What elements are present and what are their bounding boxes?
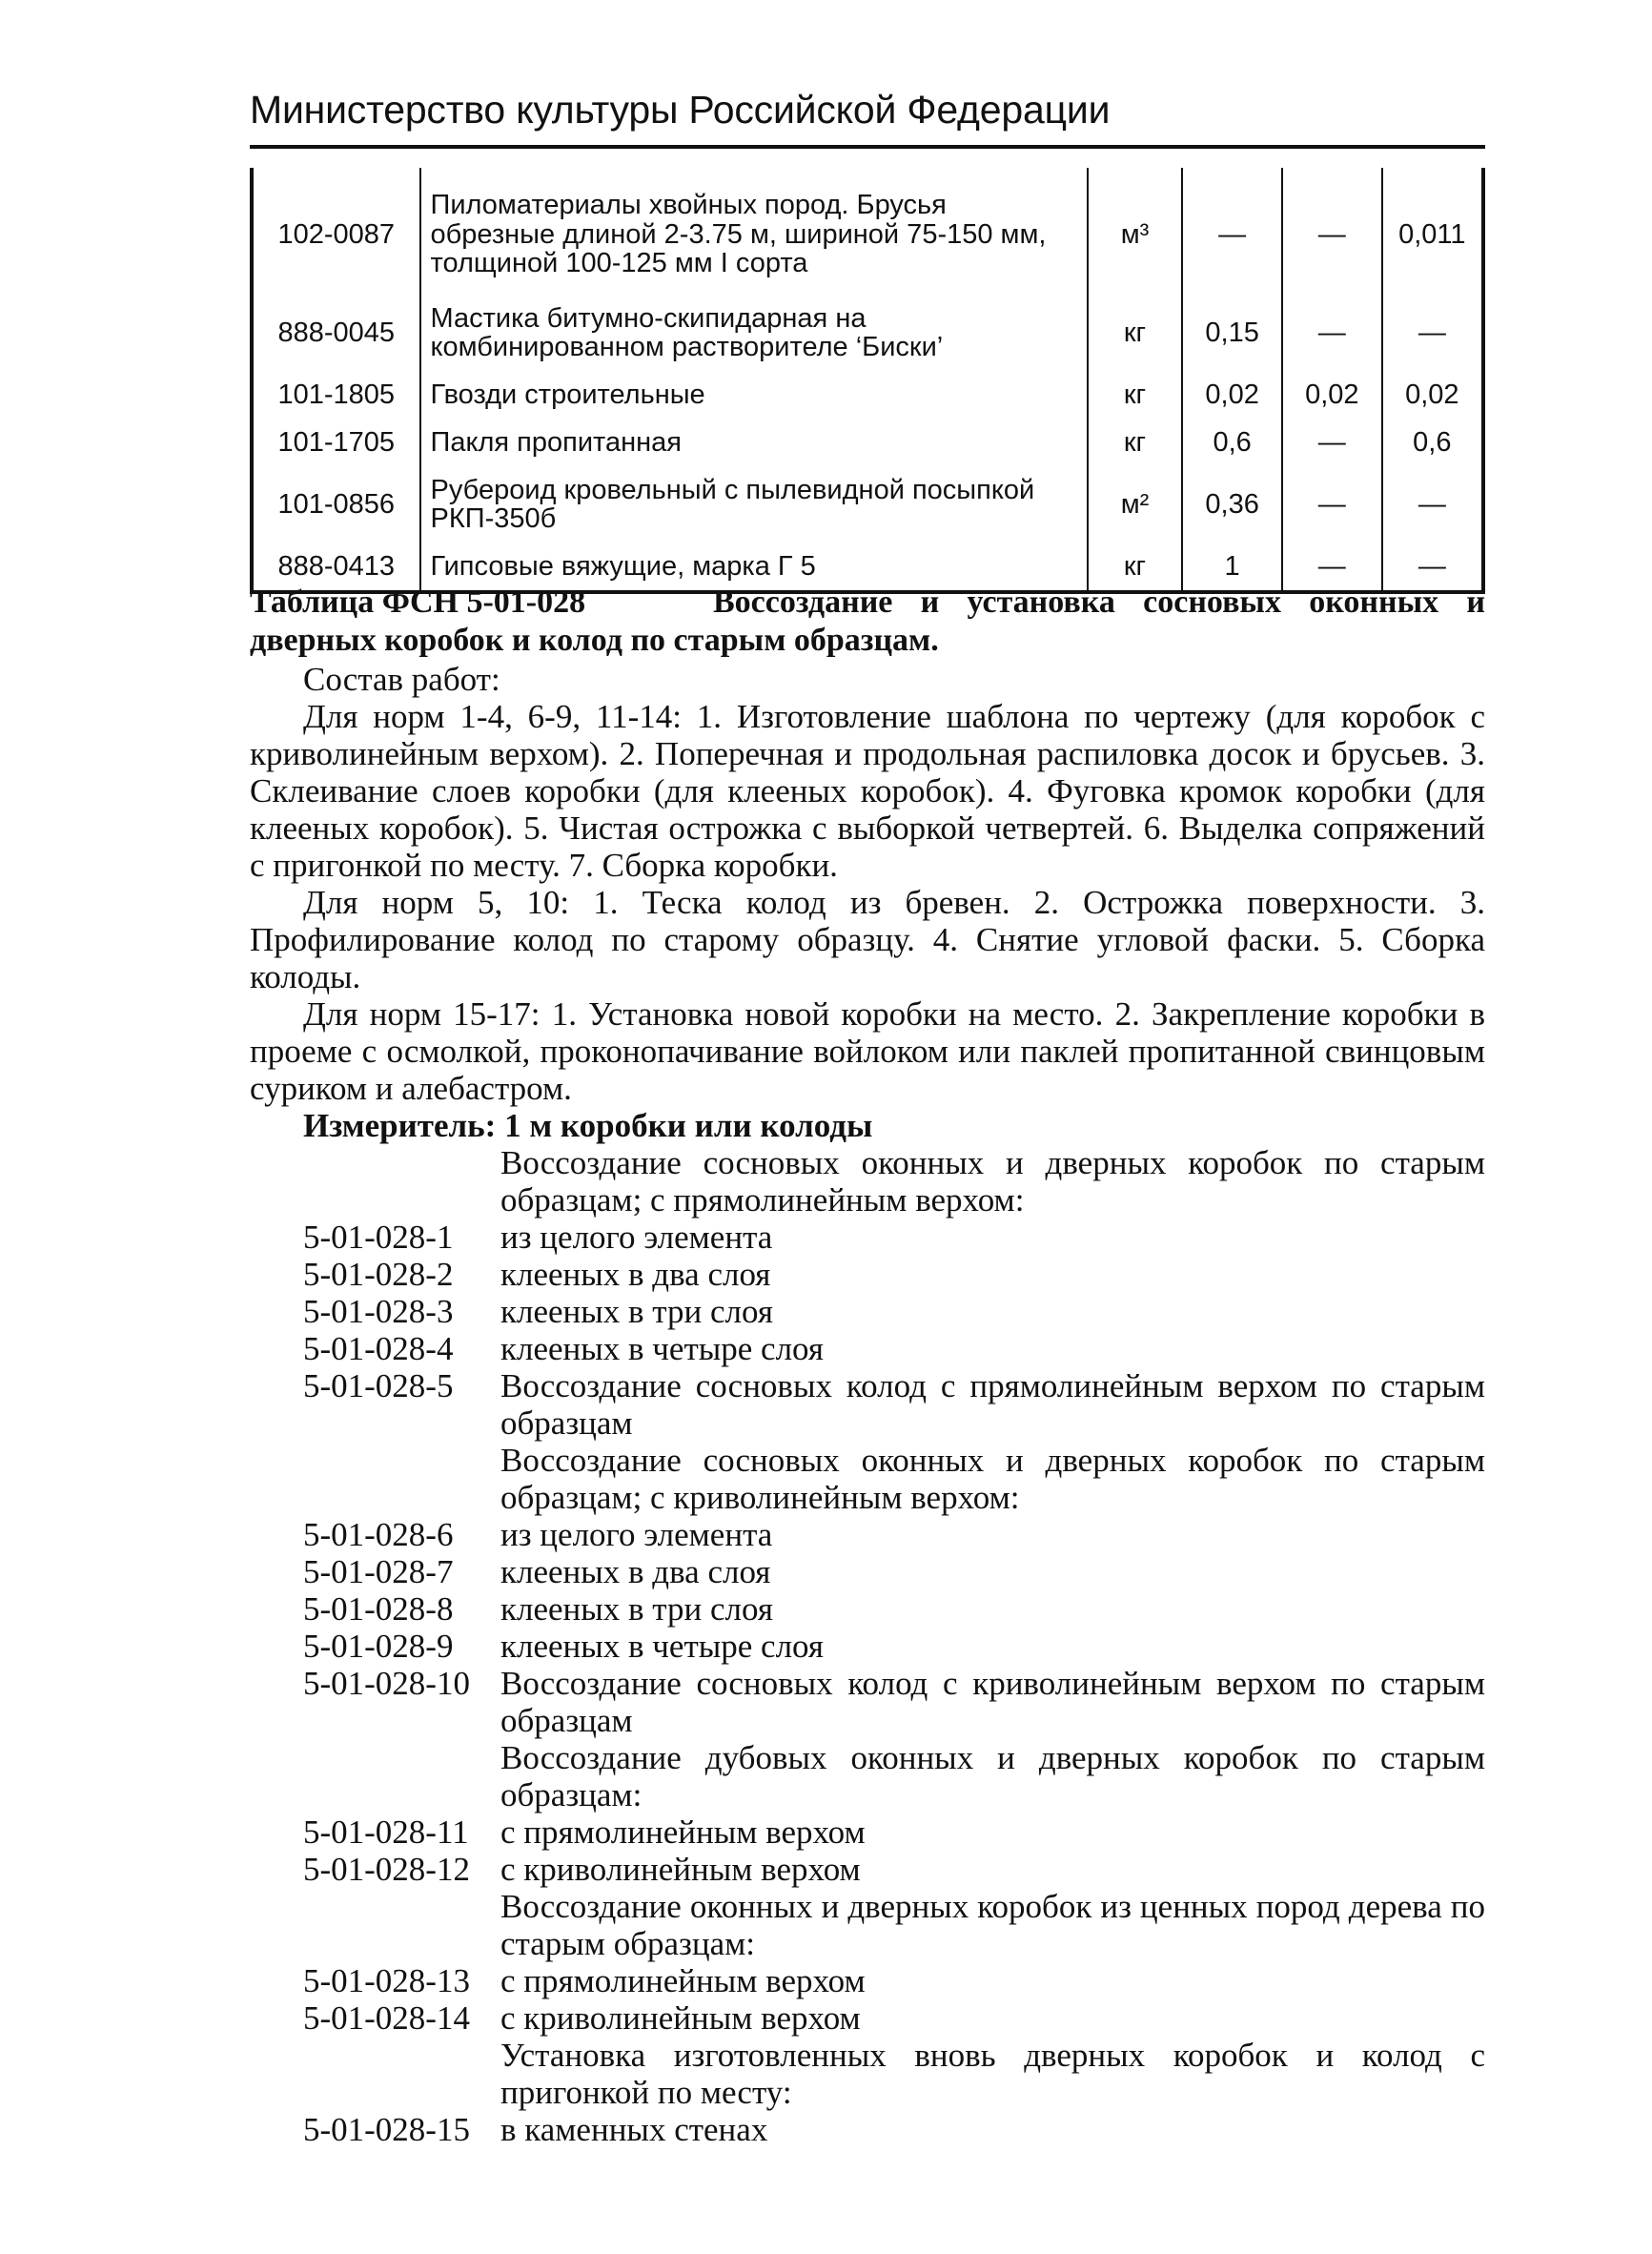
norm-code: 5-01-028-4 <box>303 1330 454 1367</box>
norm-code: 5-01-028-1 <box>303 1219 454 1256</box>
resource-name: Рубероид кровельный с пылевидной посыпкой РКП-350б <box>420 466 1088 543</box>
resource-value-3: 0,02 <box>1382 371 1483 419</box>
resource-value-1: 0,6 <box>1182 419 1282 466</box>
norm-description: в каменных стенах <box>500 2111 768 2148</box>
norm-item <box>250 1516 1485 1553</box>
norm-description: Установка изготовленных вновь дверных коробок и колод с пригонкой по месту: <box>500 2037 1485 2111</box>
norm-code: 5-01-028-9 <box>303 1628 454 1665</box>
norm-item <box>250 1962 1485 1999</box>
table-row <box>252 466 1483 543</box>
resource-value-2: — <box>1282 419 1382 466</box>
resource-value-1: 1 <box>1182 543 1282 592</box>
norm-code: 5-01-028-2 <box>303 1256 454 1293</box>
norm-description: клееных в три слоя <box>500 1293 773 1330</box>
norm-description: Воссоздание сосновых колод с прямолинейным верхом по старым образцам <box>500 1367 1485 1442</box>
composition-paragraph-1: Для норм 1-4, 6-9, 11-14: 1. Изготовление шаблона по чертежу (для коробок с криволинейным верхом). 2. Поперечная и продольная распиловка досок и брусьев. 3. Склеивание слоев коробки (для клееных коробок). 4. Фуговка кромок коробки (для клееных коробок). 5. Чистая острожка с выборкой четвертей. 6. Выделка сопряжений с пригонкой по месту. 7. Сборка коробки. <box>250 698 1485 884</box>
norm-code: 5-01-028-11 <box>303 1813 469 1851</box>
norm-item <box>250 1553 1485 1590</box>
norm-code: 5-01-028-10 <box>303 1665 470 1702</box>
header-rule <box>250 145 1485 149</box>
norm-code: 5-01-028-15 <box>303 2111 470 2148</box>
norm-description: клееных в три слоя <box>500 1590 773 1628</box>
resources-table <box>250 168 1485 594</box>
resource-unit: кг <box>1088 543 1183 592</box>
resource-unit: кг <box>1088 419 1183 466</box>
resource-name: Мастика битумно-скипидарная на комбинированном растворителе ‘Биски’ <box>420 295 1088 371</box>
resource-value-3: — <box>1382 466 1483 543</box>
norm-item <box>250 1813 1485 1851</box>
composition-paragraph-3: Для норм 15-17: 1. Установка новой коробки на место. 2. Закрепление коробки в проеме с осмолкой, проконопачивание войлоком или паклей пропитанной свинцовым суриком и алебастром. <box>250 995 1485 1107</box>
resource-value-2: — <box>1282 543 1382 592</box>
norm-item <box>250 2111 1485 2148</box>
norm-code: 5-01-028-7 <box>303 1553 454 1590</box>
table-row <box>252 168 1483 295</box>
resource-name: Гипсовые вяжущие, марка Г 5 <box>420 543 1088 592</box>
norm-description: клееных в четыре слоя <box>500 1628 824 1665</box>
table-title-block <box>250 584 1485 660</box>
norm-description: из целого элемента <box>500 1516 773 1553</box>
norm-item <box>250 1293 1485 1330</box>
resource-value-2: — <box>1282 168 1382 295</box>
resource-value-3: — <box>1382 543 1483 592</box>
norm-item <box>250 1665 1485 1739</box>
resource-code: 888-0045 <box>252 295 420 371</box>
page-header: Министерство культуры Российской Федерации <box>250 88 1111 132</box>
norm-description: Воссоздание сосновых колод с криволинейным верхом по старым образцам <box>500 1665 1485 1739</box>
norm-group-heading <box>250 1888 1485 1962</box>
resource-value-3: — <box>1382 295 1483 371</box>
resource-value-3: 0,011 <box>1382 168 1483 295</box>
resource-name: Гвозди строительные <box>420 371 1088 419</box>
norm-code: 5-01-028-5 <box>303 1367 454 1404</box>
resource-name: Пиломатериалы хвойных пород. Брусья обрезные длиной 2-3.75 м, шириной 75-150 мм, толщиной 100-125 мм I сорта <box>420 168 1088 295</box>
composition-label: Состав работ: <box>303 661 500 698</box>
norm-description: Воссоздание сосновых оконных и дверных коробок по старым образцам; с криволинейным верхом: <box>500 1442 1485 1516</box>
norm-item <box>250 1219 1485 1256</box>
norm-code: 5-01-028-8 <box>303 1590 454 1628</box>
norm-description: из целого элемента <box>500 1219 773 1256</box>
resource-value-2: — <box>1282 295 1382 371</box>
resource-value-1: — <box>1182 168 1282 295</box>
measure-unit: Измеритель: 1 м коробки или колоды <box>303 1107 873 1144</box>
norm-description: с криволинейным верхом <box>500 1851 861 1888</box>
norm-description: с прямолинейным верхом <box>500 1813 866 1851</box>
norm-group-heading <box>250 2037 1485 2111</box>
norm-description: Воссоздание дубовых оконных и дверных коробок по старым образцам: <box>500 1739 1485 1813</box>
norm-item <box>250 1256 1485 1293</box>
composition-paragraph-2: Для норм 5, 10: 1. Теска колод из бревен. 2. Острожка поверхности. 3. Профилирование колод по старому образцу. 4. Снятие угловой фаски. 5. Сборка колоды. <box>250 884 1485 995</box>
norm-code: 5-01-028-3 <box>303 1293 454 1330</box>
table-code: Таблица ФСН 5-01-028 <box>250 584 586 620</box>
norm-group-heading <box>250 1442 1485 1516</box>
resource-code: 101-1705 <box>252 419 420 466</box>
norm-description: с криволинейным верхом <box>500 1999 861 2037</box>
resource-value-3: 0,6 <box>1382 419 1483 466</box>
norms-list <box>250 1144 1485 2148</box>
norm-code: 5-01-028-13 <box>303 1962 470 1999</box>
resource-value-1: 0,36 <box>1182 466 1282 543</box>
norm-code: 5-01-028-6 <box>303 1516 454 1553</box>
resource-unit: кг <box>1088 295 1183 371</box>
resource-code: 102-0087 <box>252 168 420 295</box>
resource-code: 101-1805 <box>252 371 420 419</box>
resource-code: 888-0413 <box>252 543 420 592</box>
norm-item <box>250 1851 1485 1888</box>
resource-value-2: 0,02 <box>1282 371 1382 419</box>
resource-code: 101-0856 <box>252 466 420 543</box>
norm-code: 5-01-028-14 <box>303 1999 470 2037</box>
table-title: Воссоздание и установка сосновых оконных и дверных коробок и колод по старым образцам. <box>250 584 1485 658</box>
norm-item <box>250 1999 1485 2037</box>
table-row <box>252 419 1483 466</box>
norm-item <box>250 1367 1485 1442</box>
norm-description: с прямолинейным верхом <box>500 1962 866 1999</box>
norm-group-heading <box>250 1144 1485 1219</box>
norm-description: Воссоздание сосновых оконных и дверных коробок по старым образцам; с прямолинейным верхом: <box>500 1144 1485 1219</box>
resource-value-2: — <box>1282 466 1382 543</box>
norm-code: 5-01-028-12 <box>303 1851 470 1888</box>
resource-value-1: 0,15 <box>1182 295 1282 371</box>
norm-description: Воссоздание оконных и дверных коробок из ценных пород дерева по старым образцам: <box>500 1888 1485 1962</box>
resource-name: Пакля пропитанная <box>420 419 1088 466</box>
norm-description: клееных в два слоя <box>500 1553 771 1590</box>
norm-item <box>250 1330 1485 1367</box>
norm-item <box>250 1628 1485 1665</box>
work-composition <box>250 661 1485 1144</box>
norm-description: клееных в четыре слоя <box>500 1330 824 1367</box>
table-row <box>252 295 1483 371</box>
resource-unit: м² <box>1088 466 1183 543</box>
resource-unit: м³ <box>1088 168 1183 295</box>
resource-unit: кг <box>1088 371 1183 419</box>
norm-description: клееных в два слоя <box>500 1256 771 1293</box>
table-row <box>252 371 1483 419</box>
norm-item <box>250 1590 1485 1628</box>
norm-group-heading <box>250 1739 1485 1813</box>
resource-value-1: 0,02 <box>1182 371 1282 419</box>
